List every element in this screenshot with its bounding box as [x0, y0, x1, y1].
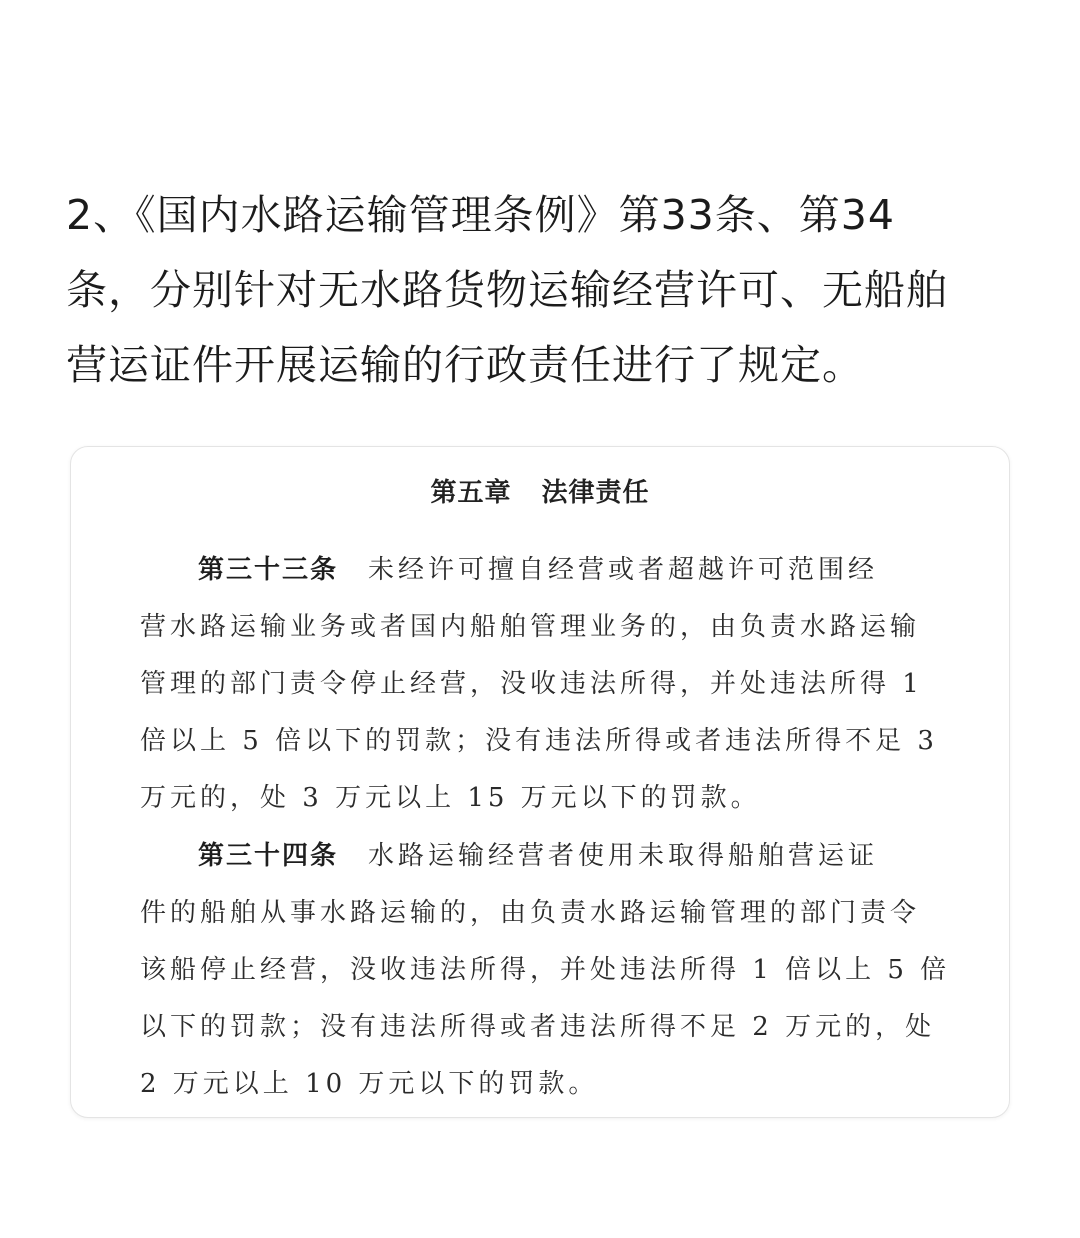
article-title: 第三十四条: [198, 841, 339, 871]
article-line: 该船停止经营，没收违法所得，并处违法所得 1 倍以上 5 倍: [140, 955, 951, 985]
article-line: 营水路运输业务或者国内船舶管理业务的，由负责水路运输: [140, 612, 921, 642]
article-line: 万元的，处 3 万元以上 15 万元以下的罚款。: [140, 783, 761, 813]
intro-line: 条，分别针对无水路货物运输经营许可、无船舶: [66, 266, 948, 314]
article-line: 管理的部门责令停止经营，没收违法所得，并处违法所得 1: [140, 669, 923, 699]
chapter-heading: [0, 472, 1080, 509]
chapter-title: 法律责任: [541, 478, 650, 508]
article-line: 2 万元以上 10 万元以下的罚款。: [140, 1069, 599, 1099]
article-33: [140, 542, 938, 827]
article-first-line: [140, 828, 910, 885]
article-text: 未经许可擅自经营或者超越许可范围经: [368, 555, 879, 585]
intro-line: 2、《国内水路运输管理条例》第33条、第34: [66, 191, 895, 239]
intro-paragraph: [66, 178, 1016, 403]
article-first-line: [140, 542, 910, 599]
article-text: 水路运输经营者使用未取得船舶营运证: [368, 841, 879, 871]
article-line: 以下的罚款；没有违法所得或者违法所得不足 2 万元的，处: [140, 1012, 936, 1042]
chapter-number: 第五章: [430, 478, 512, 508]
article-line: 件的船舶从事水路运输的，由负责水路运输管理的部门责令: [140, 898, 921, 928]
article-title: 第三十三条: [198, 555, 339, 585]
article-line: 倍以上 5 倍以下的罚款；没有违法所得或者违法所得不足 3: [140, 726, 938, 756]
intro-line: 营运证件开展运输的行政责任进行了规定。: [66, 341, 864, 389]
article-34: [140, 828, 951, 1113]
